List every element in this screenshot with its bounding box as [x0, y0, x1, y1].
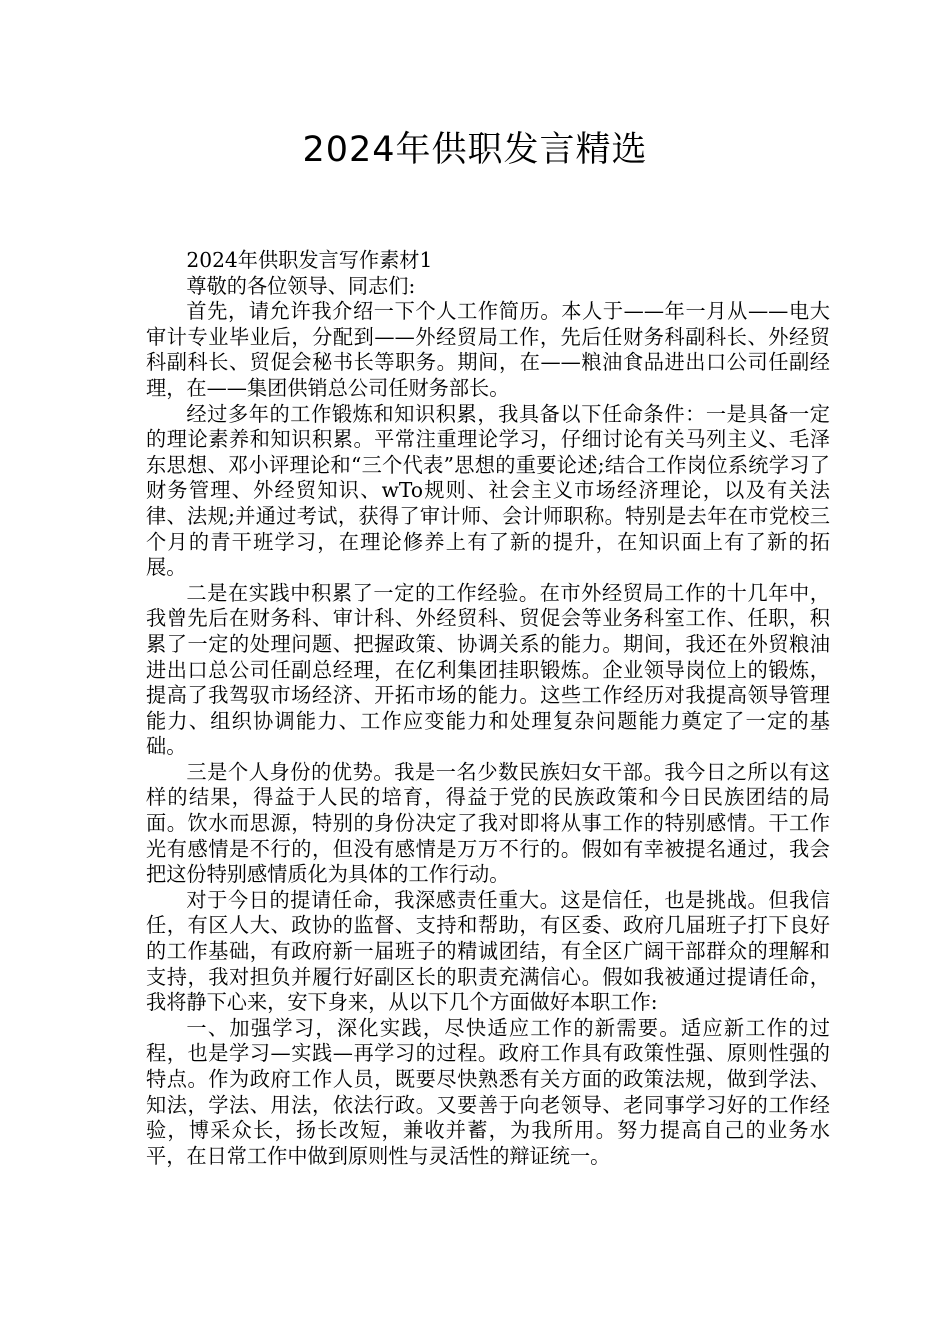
document-body: [146, 248, 830, 1169]
paragraph-resume: 首先，请允许我介绍一下个人工作简历。本人于——年一月从——电大审计专业毕业后，分配到——外经贸局工作，先后任财务科副科长、外经贸科副科长、贸促会秘书长等职务。期间，在——粮油食品进出口公司任副经理，在——集团供销总公司任财务部长。: [146, 299, 830, 400]
paragraph-plan-one: 一、加强学习，深化实践，尽快适应工作的新需要。适应新工作的过程，也是学习—实践—再学习的过程。政府工作具有政策性强、原则性强的特点。作为政府工作人员，既要尽快熟悉有关方面的政策法规，做到学法、知法，学法、用法，依法行政。又要善于向老领导、老同事学习好的工作经验，博采众长，扬长改短，兼收并蓄，为我所用。努力提高自己的业务水平，在日常工作中做到原则性与灵活性的辩证统一。: [146, 1015, 830, 1168]
paragraph-qualification-one: 经过多年的工作锻炼和知识积累，我具备以下任命条件：一是具备一定的理论素养和知识积累。平常注重理论学习，仔细讨论有关马列主义、毛泽东思想、邓小评理论和“三个代表”思想的重要论述;结合工作岗位系统学习了财务管理、外经贸知识、wTo规则、社会主义市场经济理论，以及有关法律、法规;并通过考试，获得了审计师、会计师职称。特别是去年在市党校三个月的青干班学习，在理论修养上有了新的提升，在知识面上有了新的拓展。: [146, 401, 830, 580]
paragraph-qualification-three: 三是个人身份的优势。我是一名少数民族妇女干部。我今日之所以有这样的结果，得益于人民的培育，得益于党的民族政策和今日民族团结的局面。饮水而思源，特别的身份决定了我对即将从事工作的特别感情。干工作光有感情是不行的，但没有感情是万万不行的。假如有幸被提名通过，我会把这份特别感情质化为具体的工作行动。: [146, 759, 830, 887]
paragraph-qualification-two: 二是在实践中积累了一定的工作经验。在市外经贸局工作的十几年中，我曾先后在财务科、审计科、外经贸科、贸促会等业务科室工作、任职，积累了一定的处理问题、把握政策、协调关系的能力。期间，我还在外贸粮油进出口总公司任副总经理，在亿利集团挂职锻炼。企业领导岗位上的锻炼，提高了我驾驭市场经济、开拓市场的能力。这些工作经历对我提高领导管理能力、组织协调能力、工作应变能力和处理复杂问题能力奠定了一定的基础。: [146, 580, 830, 759]
paragraph-commitment: 对于今日的提请任命，我深感责任重大。这是信任，也是挑战。但我信任，有区人大、政协的监督、支持和帮助，有区委、政府几届班子打下良好的工作基础，有政府新一届班子的精诚团结，有全区广阔干部群众的理解和支持，我对担负并履行好副区长的职责充满信心。假如我被通过提请任命，我将静下心来，安下身来，从以下几个方面做好本职工作:: [146, 887, 830, 1015]
paragraph-salutation: 尊敬的各位领导、同志们:: [186, 273, 416, 298]
document-title: 2024年供职发言精选: [302, 130, 648, 170]
paragraph-heading: 2024年供职发言写作素材1: [186, 248, 433, 272]
